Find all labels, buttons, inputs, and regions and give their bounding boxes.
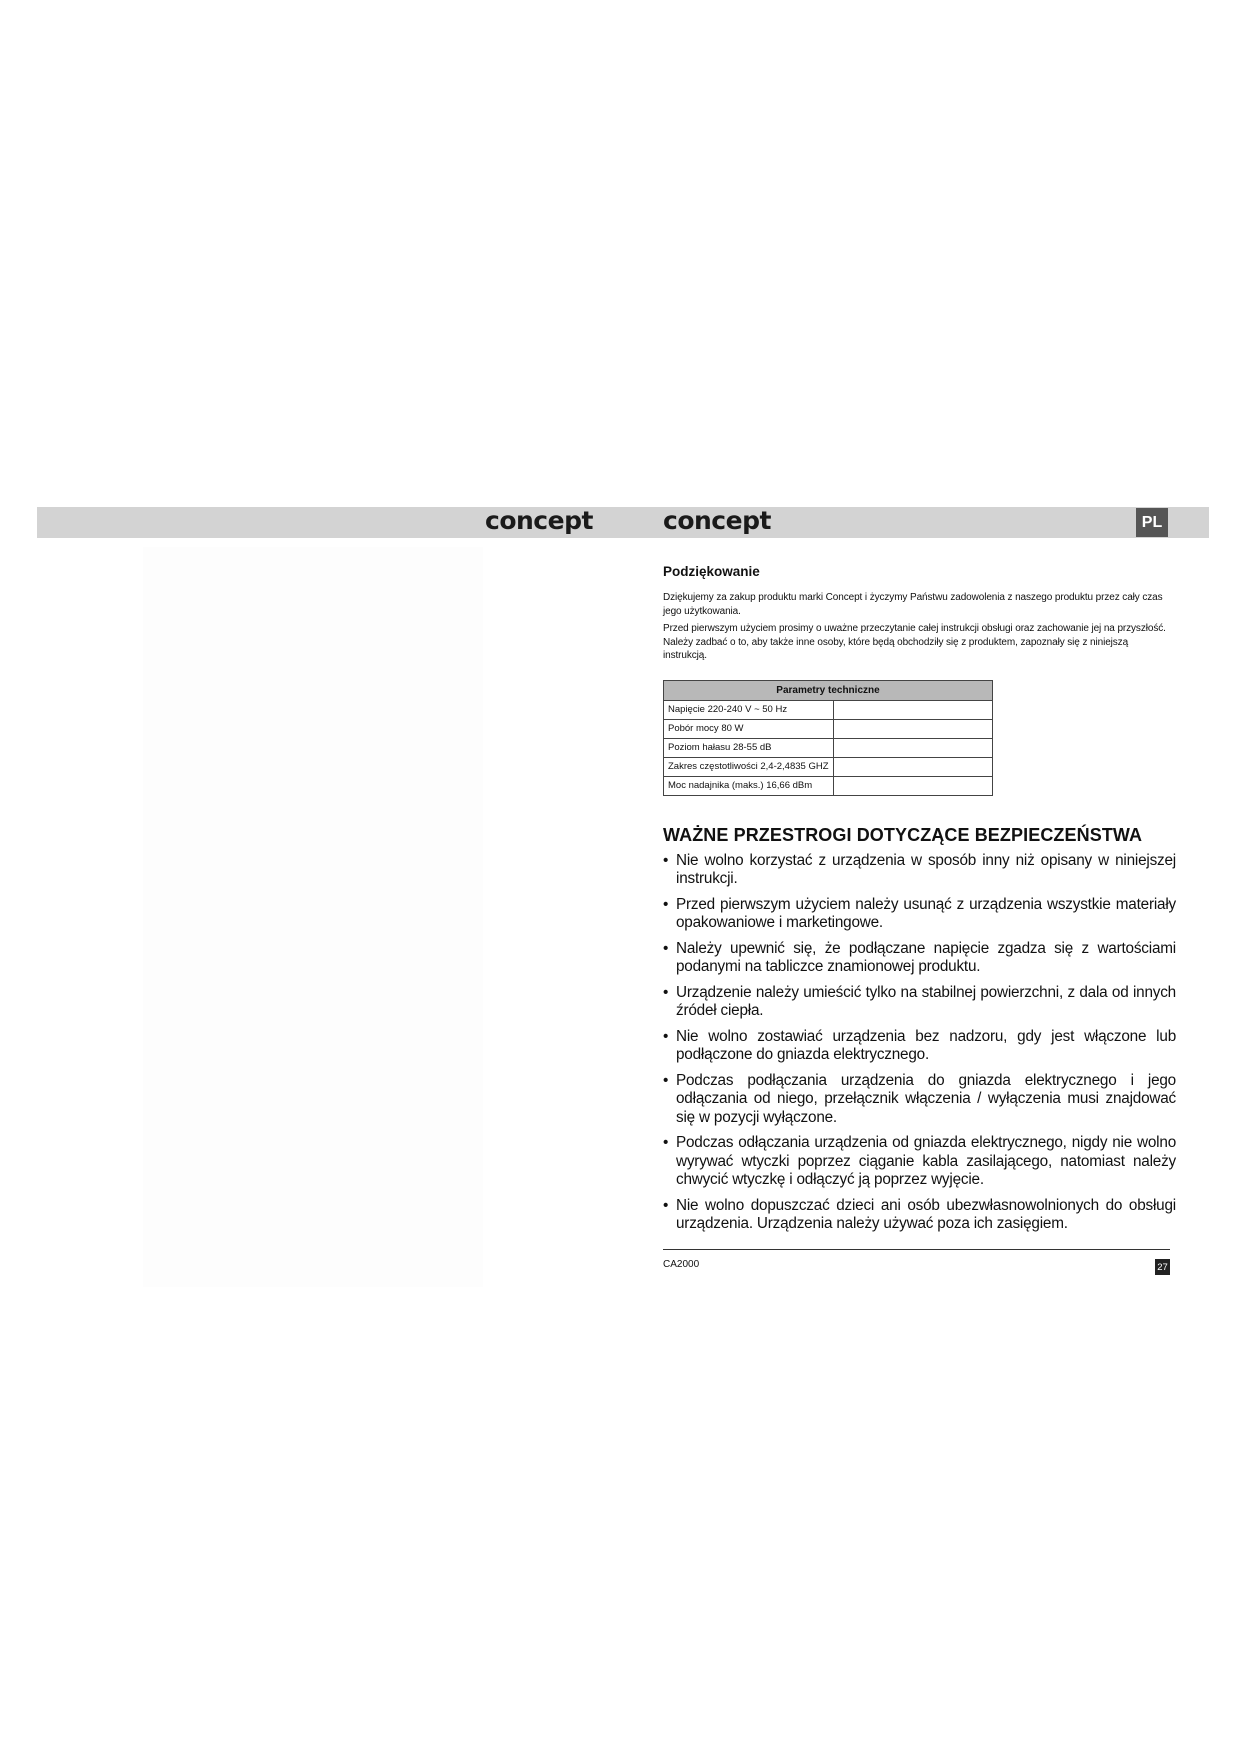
- table-row: [664, 738, 993, 757]
- header-bar: [37, 507, 1209, 538]
- language-badge: PL: [1136, 508, 1168, 537]
- table-cell-empty: [833, 757, 992, 776]
- table-cell-empty: [833, 719, 992, 738]
- table-row: [664, 776, 993, 795]
- safety-item: • Należy upewnić się, że podłączane napięcie zgadza się z wartościami podanymi na tabliczce znamionowej produktu.: [663, 940, 1176, 977]
- table-cell-empty: [833, 700, 992, 719]
- thanks-paragraph-2: Przed pierwszym użyciem prosimy o uważne przeczytanie całej instrukcji obsługi oraz zachowanie jej na przyszłość. Należy zadbać o to, aby także inne osoby, które będą obchodziły się z produktem, zapoznały się z niniejszą instrukcją.: [663, 623, 1166, 661]
- technical-parameters-table: [663, 680, 993, 796]
- table-cell: Pobór mocy 80 W: [664, 719, 834, 738]
- table-row: [664, 719, 993, 738]
- safety-item: • Podczas podłączania urządzenia do gniazda elektrycznego i jego odłączania od niego, przełącznik włączenia / wyłączenia musi znajdować się w pozycji wyłączone.: [663, 1072, 1176, 1128]
- safety-item: • Podczas odłączania urządzenia od gniazda elektrycznego, nigdy nie wolno wyrywać wtyczki poprzez ciąganie kabla zasilającego, natomiast należy chwycić wtyczkę i odłączyć ją poprzez wyjęcie.: [663, 1134, 1176, 1190]
- model-number: CA2000: [663, 1259, 700, 1270]
- table-cell: Poziom hałasu 28-55 dB: [664, 738, 834, 757]
- table-cell-empty: [833, 776, 992, 795]
- thanks-paragraph-1: Dziękujemy za zakup produktu marki Concept i życzymy Państwu zadowolenia z naszego produktu przez cały czas jego użytkowania.: [663, 592, 1163, 617]
- table-row: [664, 700, 993, 719]
- page-content: [663, 560, 1176, 1241]
- safety-item: • Przed pierwszym użyciem należy usunąć z urządzenia wszystkie materiały opakowaniowe i marketingowe.: [663, 896, 1176, 933]
- footer-divider: [663, 1249, 1170, 1250]
- safety-item: • Nie wolno zostawiać urządzenia bez nadzoru, gdy jest włączone lub podłączone do gniazda elektrycznego.: [663, 1028, 1176, 1065]
- left-page-blank: [143, 547, 483, 1287]
- table-header: Parametry techniczne: [664, 680, 993, 700]
- page-number: 27: [1155, 1259, 1170, 1275]
- brand-logo-right: concept: [663, 506, 771, 535]
- table-row: [664, 757, 993, 776]
- safety-list: [663, 852, 1176, 1234]
- brand-logo-left: concept: [485, 506, 593, 535]
- table-cell: Napięcie 220-240 V ~ 50 Hz: [664, 700, 834, 719]
- table-cell-empty: [833, 738, 992, 757]
- safety-title: WAŻNE PRZESTROGI DOTYCZĄCE BEZPIECZEŃSTWA: [663, 824, 1143, 845]
- table-cell: Moc nadajnika (maks.) 16,66 dBm: [664, 776, 834, 795]
- table-cell: Zakres częstotliwości 2,4-2,4835 GHZ: [664, 757, 834, 776]
- safety-item: • Nie wolno korzystać z urządzenia w sposób inny niż opisany w niniejszej instrukcji.: [663, 852, 1176, 889]
- thanks-title: Podziękowanie: [663, 564, 760, 579]
- safety-item: • Nie wolno dopuszczać dzieci ani osób ubezwłasnowolnionych do obsługi urządzenia. Urządzenia należy używać poza ich zasięgiem.: [663, 1197, 1176, 1234]
- safety-item: • Urządzenie należy umieścić tylko na stabilnej powierzchni, z dala od innych źródeł ciepła.: [663, 984, 1176, 1021]
